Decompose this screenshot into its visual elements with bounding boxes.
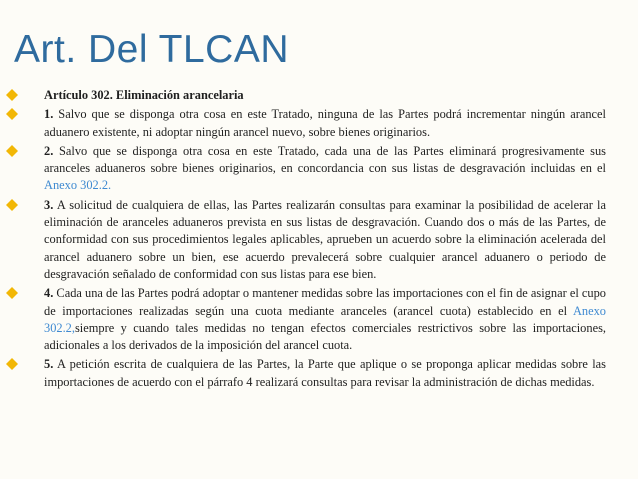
- list-item: [24, 285, 606, 354]
- paragraph-number: 5.: [44, 357, 54, 372]
- paragraph-text: Salvo que se disponga otra cosa en este Tratado, ninguna de las Partes podrá incrementar ningún arancel aduanero existente, ni adoptar ningún arancel nuevo, sobre bienes originarios.: [44, 107, 606, 139]
- paragraph-text: Cada una de las Partes podrá adoptar o mantener medidas sobre las importaciones con el fin de asignar el cupo de importaciones realizadas según una cuota mediante aranceles (arancel cuota) establecido en el: [44, 286, 606, 318]
- list-item: [24, 87, 606, 104]
- diamond-bullet-icon: [6, 145, 18, 157]
- list-item: [24, 197, 606, 283]
- paragraph-number: 4.: [44, 286, 54, 301]
- diamond-bullet-icon: [6, 358, 18, 370]
- list-item: [24, 106, 606, 141]
- diamond-bullet-icon: [6, 89, 18, 101]
- article-heading: Artículo 302. Eliminación arancelaria: [44, 88, 244, 102]
- annex-link[interactable]: Anexo 302.2,: [44, 303, 606, 335]
- slide-title: Art. Del TLCAN: [14, 28, 290, 71]
- paragraph-number: 3.: [44, 197, 54, 212]
- diamond-bullet-icon: [6, 287, 18, 299]
- paragraph-number: 1.: [44, 107, 54, 122]
- paragraph-number: 2.: [44, 143, 54, 158]
- annex-link[interactable]: Anexo 302.2.: [44, 178, 112, 193]
- paragraph-text-continued: siempre y cuando tales medidas no tengan efectos comerciales restrictivos sobre las importaciones, adicionales a los derivados de la imposición del arancel cuota.: [44, 320, 606, 353]
- slide-body: [24, 87, 606, 393]
- diamond-bullet-icon: [6, 199, 18, 211]
- list-item: [24, 356, 606, 391]
- paragraph-text: Salvo que se disponga otra cosa en este Tratado, cada una de las Partes eliminará progresivamente sus aranceles aduaneros sobre bienes originarios, en concordancia con sus listas de desgravación incluidas en el: [44, 143, 606, 176]
- paragraph-text: A solicitud de cualquiera de ellas, las Partes realizarán consultas para examinar la posibilidad de acelerar la eliminación de aranceles aduaneros prevista en sus listas de desgravación. Cuando dos o más de las Partes, de conformidad con sus procedimientos legales aplicables, aprueben un acuerdo sobre la eliminación acelerada del arancel aduanero sobre un bien, ese acuerdo prevalecerá sobre cualquier arancel aduanero o periodo de desgravación señalado de conformidad con sus listas para ese bien.: [44, 197, 606, 281]
- paragraph-text: A petición escrita de cualquiera de las Partes, la Parte que aplique o se proponga aplicar medidas sobre las importaciones de acuerdo con el párrafo 4 realizará consultas para revisar la administración de dichas medidas.: [44, 357, 606, 389]
- diamond-bullet-icon: [6, 108, 18, 120]
- list-item: [24, 143, 606, 195]
